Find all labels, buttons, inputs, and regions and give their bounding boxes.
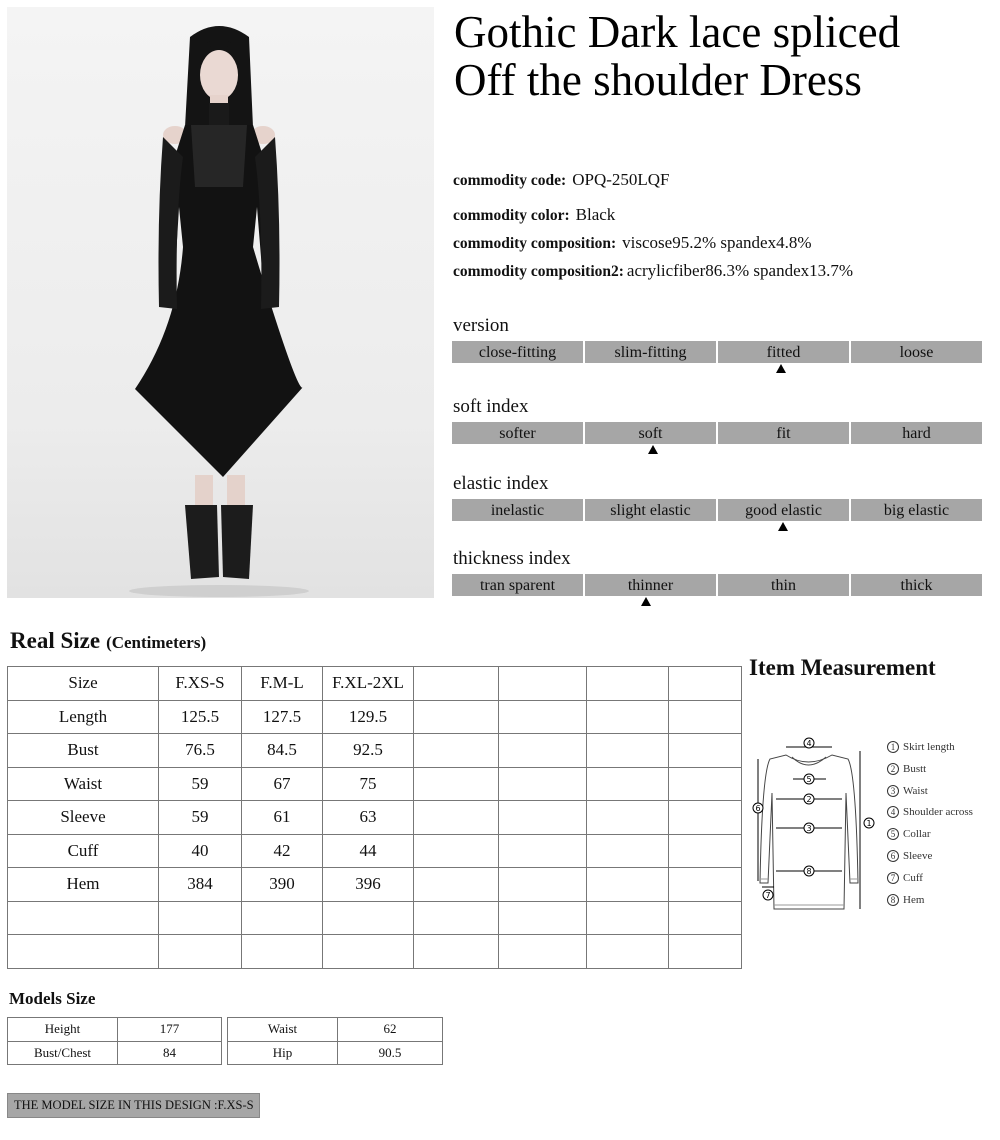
empty-cell bbox=[414, 767, 499, 801]
thickness-index-title: thickness index bbox=[453, 548, 571, 569]
value-cell: 127.5 bbox=[242, 700, 323, 734]
legend-item bbox=[887, 827, 997, 849]
version-option: loose bbox=[851, 341, 982, 363]
empty-cell bbox=[669, 868, 742, 902]
empty-cell bbox=[669, 901, 742, 935]
spec-commodity-code bbox=[453, 170, 670, 190]
model-label-cell: Hip bbox=[228, 1041, 338, 1065]
table-row bbox=[8, 1041, 222, 1065]
value-cell: 59 bbox=[159, 767, 242, 801]
version-option: slim-fitting bbox=[585, 341, 716, 363]
thickness-index-selected-marker bbox=[641, 597, 651, 606]
elastic-index-selected-marker bbox=[778, 522, 788, 531]
models-size-title: Models Size bbox=[9, 989, 96, 1008]
empty-cell bbox=[587, 901, 669, 935]
thickness-index-option: tran sparent bbox=[452, 574, 583, 596]
empty-cell bbox=[414, 834, 499, 868]
spec-label: commodity composition: bbox=[453, 235, 617, 252]
legend-number: 8 bbox=[887, 894, 899, 906]
row-label-cell: Hem bbox=[8, 868, 159, 902]
legend-label: Bustt bbox=[903, 762, 927, 775]
version-title: version bbox=[453, 315, 509, 336]
value-cell: 396 bbox=[323, 868, 414, 902]
soft-index-option: fit bbox=[718, 422, 849, 444]
version-option: fitted bbox=[718, 341, 849, 363]
empty-cell bbox=[8, 901, 159, 935]
empty-cell bbox=[669, 700, 742, 734]
legend-label: Cuff bbox=[903, 871, 923, 884]
value-cell: 61 bbox=[242, 801, 323, 835]
empty-cell bbox=[414, 801, 499, 835]
model-label-cell: Bust/Chest bbox=[8, 1041, 118, 1065]
legend-number: 4 bbox=[887, 806, 899, 818]
empty-cell bbox=[8, 935, 159, 969]
thickness-index-bar bbox=[452, 574, 982, 596]
legend-label: Shoulder across bbox=[903, 806, 973, 819]
empty-cell bbox=[159, 935, 242, 969]
table-row bbox=[228, 1041, 443, 1065]
version-bar bbox=[452, 341, 982, 363]
models-size-table-right bbox=[227, 1017, 443, 1065]
header-cell: F.XS-S bbox=[159, 667, 242, 701]
empty-cell bbox=[414, 667, 499, 701]
thickness-index-option: thick bbox=[851, 574, 982, 596]
empty-cell bbox=[499, 734, 587, 768]
empty-cell bbox=[323, 901, 414, 935]
empty-cell bbox=[159, 901, 242, 935]
legend-number: 7 bbox=[887, 872, 899, 884]
empty-cell bbox=[587, 767, 669, 801]
garment-measurement-diagram bbox=[748, 733, 880, 915]
table-row bbox=[8, 1018, 222, 1042]
value-cell: 84.5 bbox=[242, 734, 323, 768]
item-measurement-title: Item Measurement bbox=[749, 655, 936, 680]
diagram-label-8: 8 bbox=[806, 867, 812, 876]
legend-item bbox=[887, 805, 997, 827]
spec-commodity-color bbox=[453, 205, 615, 225]
soft-index-option: soft bbox=[585, 422, 716, 444]
table-row bbox=[8, 935, 742, 969]
diagram-label-4: 4 bbox=[806, 739, 812, 748]
table-row bbox=[8, 700, 742, 734]
table-row bbox=[8, 734, 742, 768]
table-row bbox=[8, 901, 742, 935]
table-row bbox=[8, 767, 742, 801]
value-cell: 125.5 bbox=[159, 700, 242, 734]
elastic-index-option: inelastic bbox=[452, 499, 583, 521]
model-value-cell: 62 bbox=[338, 1018, 443, 1042]
spec-value: acrylicfiber86.3% spandex13.7% bbox=[626, 261, 854, 280]
elastic-index-option: big elastic bbox=[851, 499, 982, 521]
legend-item bbox=[887, 762, 997, 784]
diagram-label-1: 1 bbox=[866, 819, 872, 828]
diagram-label-2: 2 bbox=[806, 795, 812, 804]
spec-label: commodity color: bbox=[453, 207, 570, 224]
value-cell: 76.5 bbox=[159, 734, 242, 768]
spec-value: Black bbox=[575, 205, 616, 224]
model-value-cell: 90.5 bbox=[338, 1041, 443, 1065]
table-row bbox=[8, 801, 742, 835]
soft-index-bar bbox=[452, 422, 982, 444]
soft-index-option: softer bbox=[452, 422, 583, 444]
legend-label: Skirt length bbox=[903, 741, 955, 753]
diagram-label-7: 7 bbox=[765, 891, 771, 900]
table-row bbox=[228, 1018, 443, 1042]
elastic-index-title: elastic index bbox=[453, 473, 549, 494]
product-title-line1: Gothic Dark lace spliced bbox=[454, 7, 901, 57]
diagram-label-5: 5 bbox=[806, 775, 812, 784]
empty-cell bbox=[414, 700, 499, 734]
model-value-cell: 84 bbox=[118, 1041, 222, 1065]
diagram-label-3: 3 bbox=[806, 824, 812, 833]
empty-cell bbox=[414, 734, 499, 768]
product-title-line2: Off the shoulder Dress bbox=[454, 55, 862, 105]
real-size-heading: Real Size bbox=[10, 628, 101, 653]
models-size-table-left bbox=[7, 1017, 222, 1065]
value-cell: 92.5 bbox=[323, 734, 414, 768]
model-label-cell: Waist bbox=[228, 1018, 338, 1042]
legend-label: Collar bbox=[903, 828, 931, 841]
value-cell: 42 bbox=[242, 834, 323, 868]
empty-cell bbox=[499, 868, 587, 902]
value-cell: 59 bbox=[159, 801, 242, 835]
soft-index-title: soft index bbox=[453, 396, 529, 417]
empty-cell bbox=[242, 901, 323, 935]
empty-cell bbox=[587, 801, 669, 835]
model-size-note: THE MODEL SIZE IN THIS DESIGN :F.XS-S bbox=[7, 1093, 260, 1118]
empty-cell bbox=[669, 734, 742, 768]
table-header-row bbox=[8, 667, 742, 701]
empty-cell bbox=[499, 834, 587, 868]
diagram-label-6: 6 bbox=[755, 804, 761, 813]
row-label-cell: Sleeve bbox=[8, 801, 159, 835]
value-cell: 44 bbox=[323, 834, 414, 868]
legend-item bbox=[887, 893, 997, 915]
empty-cell bbox=[242, 935, 323, 969]
legend-label: Sleeve bbox=[903, 849, 933, 862]
elastic-index-option: good elastic bbox=[718, 499, 849, 521]
value-cell: 390 bbox=[242, 868, 323, 902]
legend-item bbox=[887, 849, 997, 871]
empty-cell bbox=[499, 935, 587, 969]
table-row bbox=[8, 868, 742, 902]
empty-cell bbox=[669, 767, 742, 801]
value-cell: 63 bbox=[323, 801, 414, 835]
empty-cell bbox=[499, 801, 587, 835]
header-cell: Size bbox=[8, 667, 159, 701]
legend-label: Waist bbox=[903, 784, 928, 797]
empty-cell bbox=[669, 801, 742, 835]
legend-number: 1 bbox=[887, 741, 899, 753]
measurement-legend bbox=[887, 740, 997, 914]
row-label-cell: Cuff bbox=[8, 834, 159, 868]
spec-label: commodity composition2: bbox=[453, 263, 624, 280]
empty-cell bbox=[669, 935, 742, 969]
model-label-cell: Height bbox=[8, 1018, 118, 1042]
legend-number: 3 bbox=[887, 785, 899, 797]
spec-value: viscose95.2% spandex4.8% bbox=[622, 233, 812, 252]
table-row bbox=[8, 834, 742, 868]
empty-cell bbox=[323, 935, 414, 969]
soft-index-selected-marker bbox=[648, 445, 658, 454]
empty-cell bbox=[587, 834, 669, 868]
real-size-unit: (Centimeters) bbox=[106, 633, 207, 652]
empty-cell bbox=[414, 868, 499, 902]
legend-item bbox=[887, 871, 997, 893]
product-photo bbox=[7, 7, 434, 598]
empty-cell bbox=[499, 667, 587, 701]
legend-number: 2 bbox=[887, 763, 899, 775]
model-dress-illustration bbox=[7, 7, 434, 598]
thickness-index-option: thin bbox=[718, 574, 849, 596]
empty-cell bbox=[669, 834, 742, 868]
header-cell: F.M-L bbox=[242, 667, 323, 701]
spec-commodity-composition bbox=[453, 233, 812, 253]
real-size-table bbox=[7, 666, 742, 969]
value-cell: 384 bbox=[159, 868, 242, 902]
version-option: close-fitting bbox=[452, 341, 583, 363]
spec-label: commodity code: bbox=[453, 172, 567, 189]
value-cell: 75 bbox=[323, 767, 414, 801]
spec-commodity-composition2 bbox=[453, 261, 853, 281]
thickness-index-option: thinner bbox=[585, 574, 716, 596]
empty-cell bbox=[587, 734, 669, 768]
empty-cell bbox=[669, 667, 742, 701]
empty-cell bbox=[499, 767, 587, 801]
row-label-cell: Length bbox=[8, 700, 159, 734]
empty-cell bbox=[587, 935, 669, 969]
real-size-title bbox=[10, 628, 206, 654]
value-cell: 67 bbox=[242, 767, 323, 801]
elastic-index-bar bbox=[452, 499, 982, 521]
legend-item bbox=[887, 740, 997, 762]
empty-cell bbox=[414, 901, 499, 935]
header-cell: F.XL-2XL bbox=[323, 667, 414, 701]
legend-number: 5 bbox=[887, 828, 899, 840]
spec-value: OPQ-250LQF bbox=[572, 170, 670, 189]
elastic-index-option: slight elastic bbox=[585, 499, 716, 521]
version-selected-marker bbox=[776, 364, 786, 373]
empty-cell bbox=[499, 901, 587, 935]
model-value-cell: 177 bbox=[118, 1018, 222, 1042]
product-title bbox=[454, 8, 994, 104]
empty-cell bbox=[587, 868, 669, 902]
empty-cell bbox=[587, 667, 669, 701]
empty-cell bbox=[414, 935, 499, 969]
soft-index-option: hard bbox=[851, 422, 982, 444]
value-cell: 129.5 bbox=[323, 700, 414, 734]
legend-item bbox=[887, 784, 997, 806]
value-cell: 40 bbox=[159, 834, 242, 868]
legend-number: 6 bbox=[887, 850, 899, 862]
row-label-cell: Bust bbox=[8, 734, 159, 768]
empty-cell bbox=[587, 700, 669, 734]
row-label-cell: Waist bbox=[8, 767, 159, 801]
legend-label: Hem bbox=[903, 893, 925, 906]
empty-cell bbox=[499, 700, 587, 734]
